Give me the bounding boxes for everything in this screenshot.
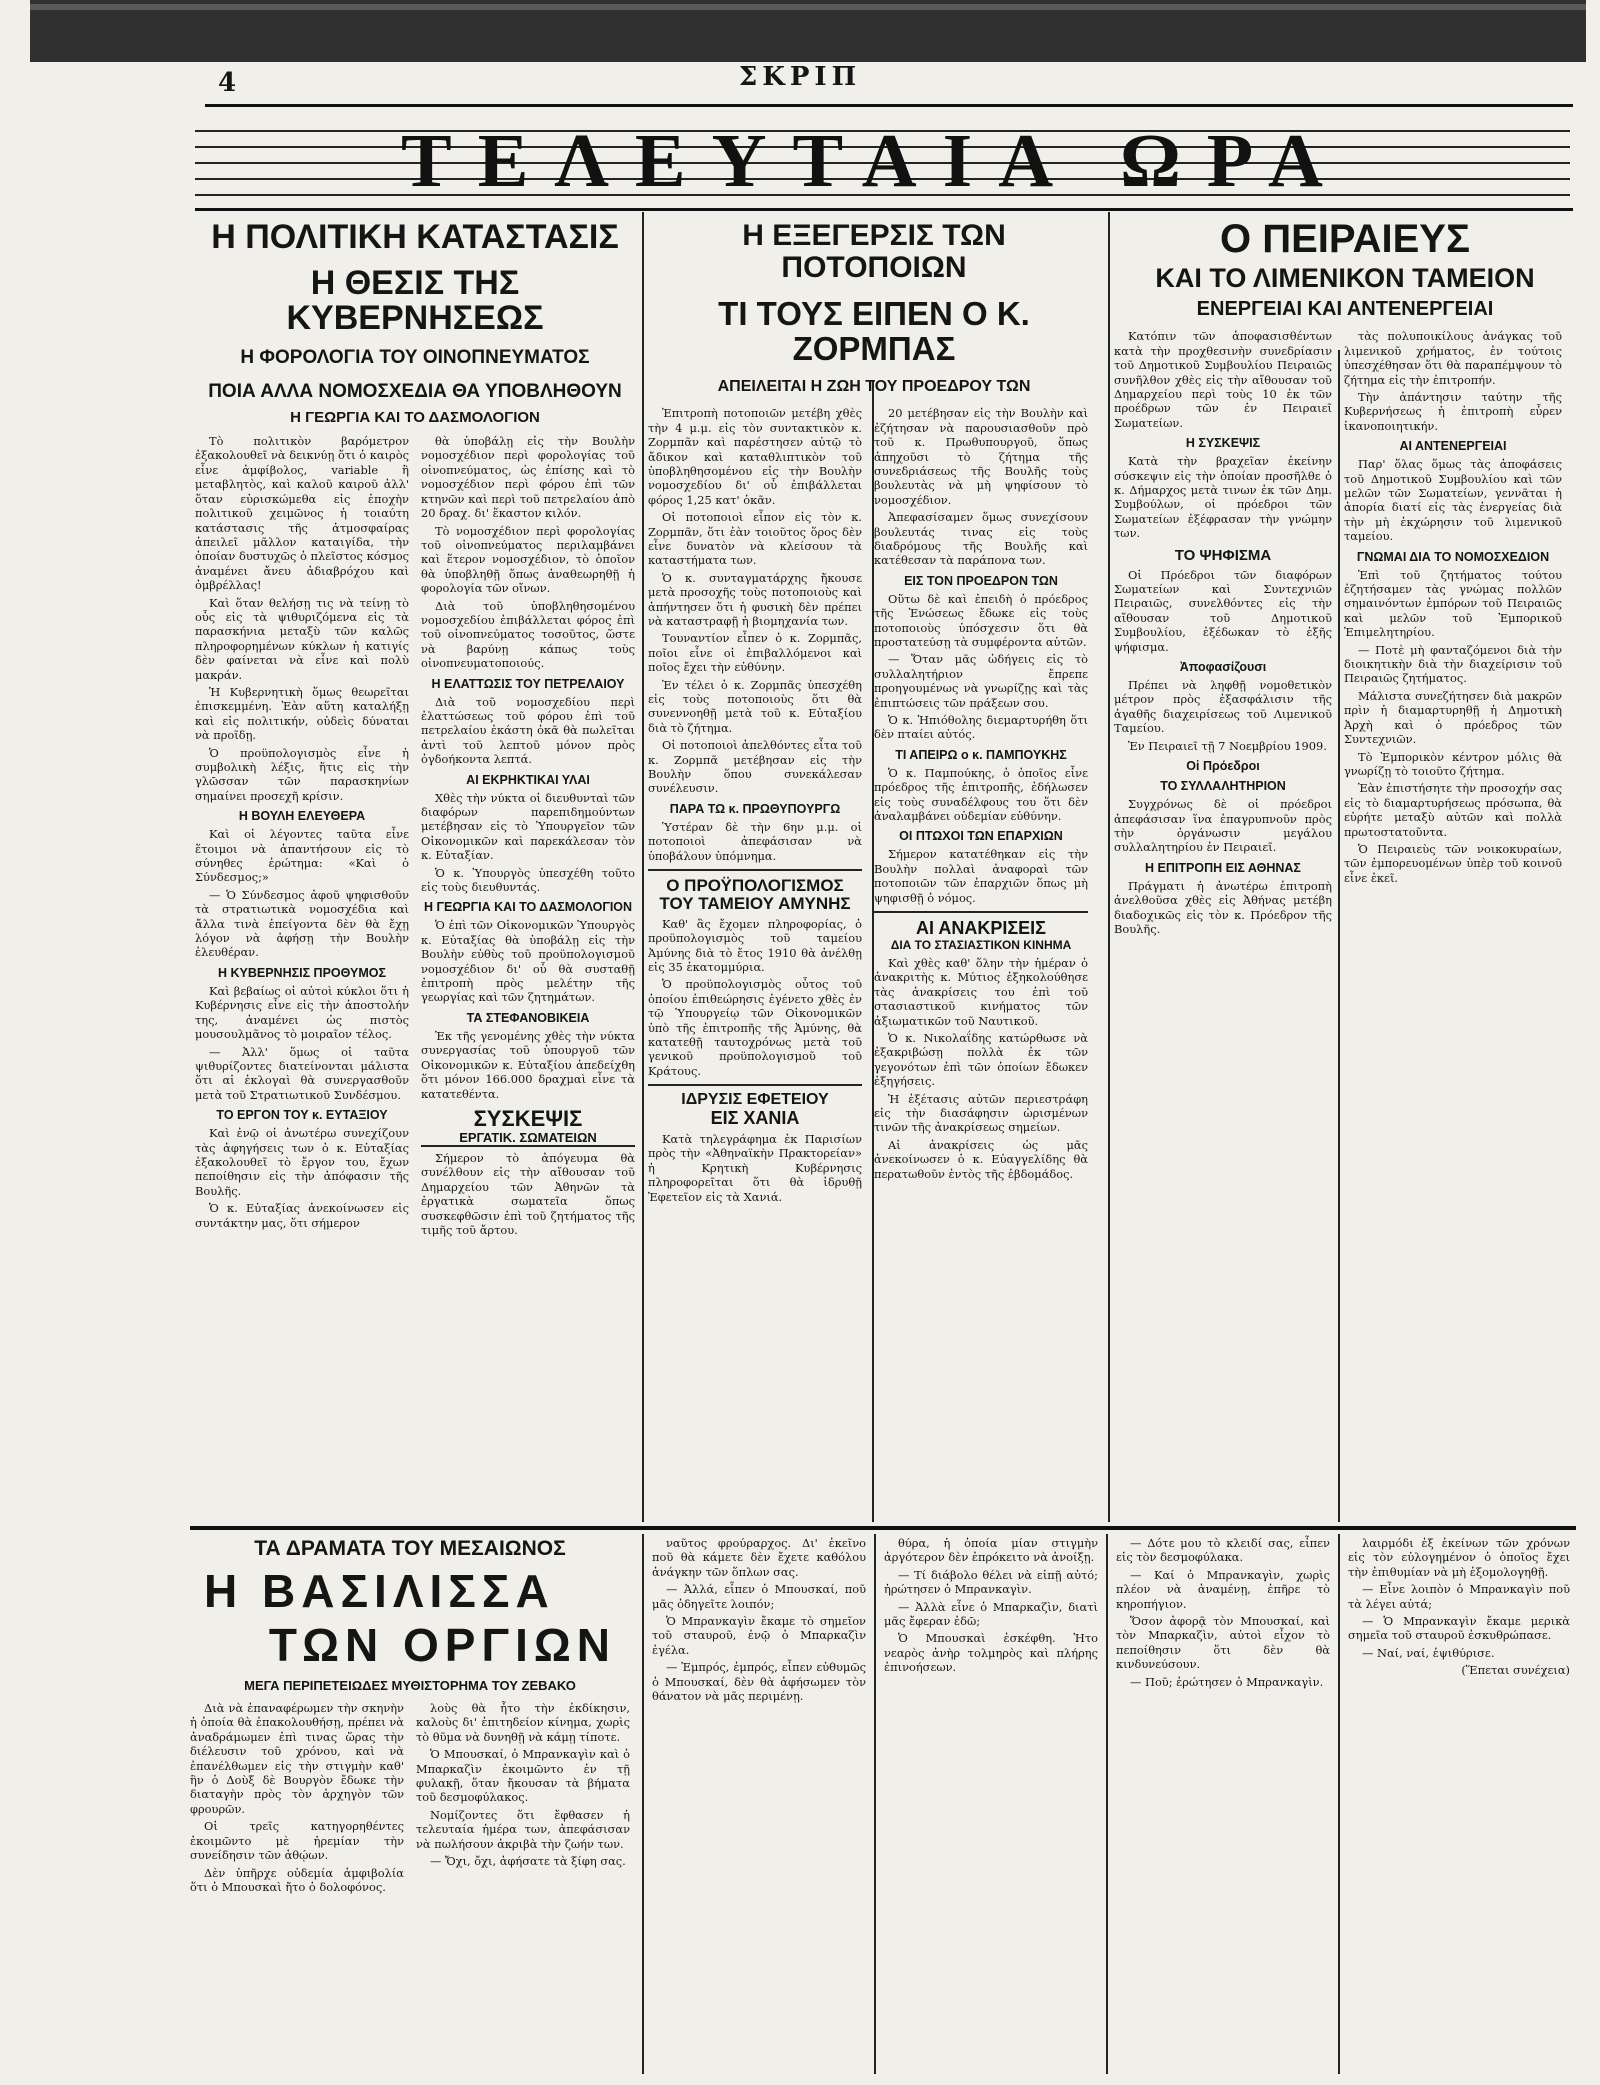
paragraph: Καὶ βεβαίως οἱ αὐτοὶ κύκλοι ὅτι ἡ Κυβέρνησις εἶνε εἰς τὴν ἀποστολήν της, ἀναμένει ὡς πιστὸς μουσουλμᾶνος τὸ μοιραῖον τέλος. bbox=[195, 983, 409, 1042]
paragraph: — Ἀλλὰ εἶνε ὁ Μπαρκαζὶν, διατὶ μᾶς ἔφεραν ἐδῶ; bbox=[884, 1599, 1098, 1629]
story-kicker: Η ΕΞΕΓΕΡΣΙΣ ΤΩΝ ΠΟΤΟΠΟΙΩΝ bbox=[742, 219, 1006, 284]
box-headline: Ο ΠΡΟΫΠΟΛΟΓΙΣΜΟΣ bbox=[666, 876, 844, 896]
paragraph: — Τί διάβολο θέλει νὰ εἰπῇ αὐτό; ἠρώτησεν ὁ Μπρανκαγὶν. bbox=[884, 1567, 1098, 1597]
paragraph: Καθ' ἃς ἔχομεν πληροφορίας, ὁ προϋπολογισμὸς τοῦ ταμείου Ἀμύνης διὰ τὸ ἔτος 1910 θὰ ἀνέλθῃ εἰς 35 ἑκατομμύρια. bbox=[648, 916, 862, 974]
box-subheadline: ΔΙΑ ΤΟ ΣΤΑΣΙΑΣΤΙΚΟΝ ΚΙΝΗΜΑ bbox=[890, 937, 1072, 952]
paragraph: Πράγματι ἡ ἀνωτέρω ἐπιτροπὴ ἀνελθοῦσα χθὲς εἰς Ἀθήνας μετέβη διαδοχικῶς εἰς τὸν κ. Πρόεδρον τῆς Βουλῆς. bbox=[1114, 878, 1332, 936]
paragraph: θὰ ὑποβάλῃ εἰς τὴν Βουλὴν νομοσχέδιον περὶ φορολογίας τοῦ οἰνοπνεύματος, ὡς ἐπίσης καὶ τὸ νομοσχέδιον περὶ φόρου ἐπὶ τῶν κτηνῶν καὶ περὶ τοῦ πετρελαίου ἀπὸ 20 δραχ. δι' ἕκαστον κιλόν. bbox=[421, 434, 635, 521]
divider bbox=[874, 911, 1088, 913]
subheading: Η ΒΟΥΛΗ ΕΛΕΥΘΕΡΑ bbox=[238, 809, 366, 824]
subheading: ΠΑΡΑ ΤΩ κ. ΠΡΩΘΥΠΟΥΡΓΩ bbox=[669, 801, 841, 816]
paragraph: Οἱ ποτοποιοὶ εἶπον εἰς τὸν κ. Ζορμπᾶν, ὅτι ἐὰν τοιοῦτος ὅρος δὲν εἶνε δυνατὸν νὰ κλείσουν τὰ καταστήματα των. bbox=[648, 510, 862, 568]
paragraph: τὰς πολυποικίλους ἀνάγκας τοῦ λιμενικοῦ χρήματος, ἐν τούτοις ὑπεσχέθησαν ὅτι θὰ παραπέμψουν τὸ ζήτημα εἰς τὴν ἐπιτροπήν. bbox=[1344, 329, 1562, 387]
paragraph: Διὰ νὰ ἐπαναφέρωμεν τὴν σκηνὴν ἡ ὁποία θὰ ἐπακολουθήσῃ, πρέπει νὰ ἀναδράμωμεν ἐπὶ τινας ὥρας τὴν διέλευσιν τοῦ χρόνου, καὶ νὰ ἐπανέλθωμεν εἰς τὴν στιγμὴν καθ' ἣν ὁ Δοὺξ δὲ Βουργὸν ἔδωκε τὴν διαταγὴν πρὸς τὸν ἀρχηγὸν τῶν φρουρῶν. bbox=[190, 1701, 404, 1816]
subheading: ΤΟ ΣΥΛΛΑΛΗΤΗΡΙΟΝ bbox=[1160, 779, 1286, 794]
paragraph: 20 μετέβησαν εἰς τὴν Βουλὴν καὶ ἐζήτησαν νὰ παρουσιασθοῦν πρὸ τοῦ κ. Πρωθυπουργοῦ, ὅπως ἀπηχοῦσι τὸ ζήτημα τῆς συνεδριάσεως τῆς Βουλῆς τοὺς βουλευτὰς νὰ μὴ ψηφίσουν τὸ νομοσχέδιον. bbox=[874, 406, 1088, 507]
paragraph: Ὑστέραν δὲ τὴν 6ην μ.μ. οἱ ποτοποιοὶ ἀπεφάσισαν νὰ ὑποβάλουν ὑπόμνημα. bbox=[648, 819, 862, 863]
divider bbox=[648, 869, 862, 871]
box-headline: ΙΔΡΥΣΙΣ ΕΦΕΤΕΙΟΥ bbox=[681, 1091, 829, 1109]
paragraph: Παρ' ὅλας ὅμως τὰς ἀποφάσεις τοῦ Δημοτικοῦ Συμβουλίου καὶ τῶν μελῶν τῶν Σωματείων, γεννᾶται ἡ ἀπορία διατί εἰς τὰς ἐνεργείας διὰ τὴν μὴ ἐκχώρησιν τοῦ λιμενικοῦ ταμείου. bbox=[1344, 457, 1562, 544]
paragraph: Αἱ ἀνακρίσεις ὡς μᾶς ἀνεκοίνωσεν ὁ κ. Εὐαγγελίδης θὰ περατωθοῦν ἐντὸς τῆς ἑβδομάδος. bbox=[874, 1137, 1088, 1181]
subheading: ΤΙ ΑΠΕΙΡΩ ο κ. ΠΑΜΠΟΥΚΗΣ bbox=[895, 747, 1067, 762]
paragraph: Οὕτω δὲ καὶ ἐπειδὴ ὁ πρόεδρος τῆς Ἑνώσεως ἔδωκε εἰς τοὺς ποτοποιοὺς ὑπόσχεσιν ὅτι θὰ προστατεύσῃ τὰ συμφέροντα αὐτῶν. bbox=[874, 591, 1088, 649]
paragraph: Ὁ κ. Ἡπιόθολης διεμαρτυρήθη ὅτι δὲν πταίει αὐτός. bbox=[874, 713, 1088, 742]
paragraph: Ὁ κ. συνταγματάρχης ἤκουσε μετὰ προσοχῆς τοὺς ποτοποιοὺς καὶ ἀπήντησεν ὅτι ἡ φυσικὴ δὲν πρέπει νὰ καταστραφῇ ἡ βιομηχανία των. bbox=[648, 570, 862, 628]
paragraph: Σήμερον τὸ ἀπόγευμα θὰ συνέλθουν εἰς τὴν αἴθουσαν τοῦ Δημαρχείου τῶν Ἀθηνῶν τὰ ἐργατικὰ σωματεῖα ὅπως συσκεφθῶσιν ἐπὶ τοῦ ζητήματος τῆς τιμῆς τοῦ ἄρτου. bbox=[421, 1151, 635, 1238]
paragraph: Νομίζοντες ὅτι ἔφθασεν ἡ τελευταία ἡμέρα των, ἀπεφάσισαν νὰ πωλήσουν ἀκριβὰ τὴν ζωήν των. bbox=[416, 1807, 630, 1851]
serial-kicker: ΤΑ ΔΡΑΜΑΤΑ ΤΟΥ ΜΕΣΑΙΩΝΟΣ bbox=[254, 1537, 566, 1560]
box-subheadline: ΕΡΓΑΤΙΚ. ΣΩΜΑΤΕΙΩΝ bbox=[421, 1130, 635, 1147]
subheading: Η ΕΠΙΤΡΟΠΗ ΕΙΣ ΑΘΗΝΑΣ bbox=[1145, 860, 1301, 875]
paragraph: Κατόπιν τῶν ἀποφασισθέντων κατὰ τὴν προχθεσινὴν συνεδρίασιν τοῦ Δημοτικοῦ Συμβουλίου Πειραιῶς συνῆλθον χθὲς εἰς τὴν αἴθουσαν τοῦ Δημαρχείου περὶ τοὺς 10 ἐκ τῶν προέδρων τῶν ἐν Πειραιεῖ Σωματείων. bbox=[1114, 329, 1332, 430]
paragraph: Ὁ κ. Εὐταξίας ἀνεκοίνωσεν εἰς συντάκτην μας, ὅτι σήμερον bbox=[195, 1201, 409, 1230]
story-deck: Η ΦΟΡΟΛΟΓΙΑ ΤΟΥ ΟΙΝΟΠΝΕΥΜΑΤΟΣ bbox=[240, 347, 590, 369]
paragraph: Ὁ Μπρανκαγὶν ἔκαμε τὸ σημεῖον τοῦ σταυροῦ, ἐνῷ ὁ Μπαρκαζὶν ἐγέλα. bbox=[652, 1614, 866, 1657]
subheading: ΤΟ ΕΡΓΟΝ ΤΟΥ κ. ΕΥΤΑΞΙΟΥ bbox=[216, 1108, 388, 1123]
paragraph: θύρα, ἡ ὁποία μίαν στιγμὴν ἀργότερον δὲν ἐπρόκειτο νὰ ἀνοίξῃ. bbox=[884, 1536, 1098, 1565]
subheading: ΟΙ ΠΤΩΧΟΙ ΤΩΝ ΕΠΑΡΧΙΩΝ bbox=[899, 829, 1063, 844]
paragraph: Ὁ ἐπὶ τῶν Οἰκονομικῶν Ὑπουργὸς κ. Εὐταξίας θὰ ὑποβάλῃ εἰς τὴν Βουλὴν εὐθὺς τοῦ προϋπολογισμοῦ νομοσχέδιον δι' οὗ θὰ συσταθῇ ἐπιτροπὴ πρὸς μελέτην τῆς γεωργίας καὶ τῶν ζητημάτων. bbox=[421, 918, 635, 1005]
paragraph: — Ὁ Σύνδεσμος ἀφοῦ ψηφισθοῦν τὰ στρατιωτικὰ νομοσχέδια καὶ ἄλλα τινὰ ἐπείγοντα δὲν θὰ ἔχῃ λόγον νὰ ἀφήσῃ τὴν Βουλὴν ἐλευθέραν. bbox=[195, 887, 409, 960]
story-deck: ΕΝΕΡΓΕΙΑΙ ΚΑΙ ΑΝΤΕΝΕΡΓΕΙΑΙ bbox=[1196, 298, 1494, 321]
paragraph: Τὸ νομοσχέδιον περὶ φορολογίας τοῦ οἰνοπνεύματος περιλαμβάνει καὶ ἕτερον νομοσχέδιον, τὸ ὁποῖον θὰ ὑποβληθῇ ὅπως ἀναθεωρηθῇ ἡ φορολογία τῶν οἴνων. bbox=[421, 523, 635, 596]
story-headline: Ο ΠΕΙΡΑΙΕΥΣ bbox=[1220, 217, 1470, 261]
paragraph: λαιρμόδι ἐξ ἐκείνων τῶν χρόνων εἰς τὸν εὐλογημένον ὁ ὁποῖος ἔχει τὴν ἐπιθυμίαν νὰ μὴ ἐξομολογηθῇ. bbox=[1348, 1536, 1570, 1579]
serial-title: ΤΩΝ ΟΡΓΙΩΝ bbox=[268, 1619, 616, 1672]
banner-rule bbox=[195, 208, 1573, 211]
story-deck: ΑΠΕΙΛΕΙΤΑΙ Η ΖΩΗ ΤΟΥ ΠΡΟΕΔΡΟΥ ΤΩΝ bbox=[717, 378, 1031, 396]
paragraph: — Ποτὲ μὴ φανταζόμενοι διὰ τὴν διοικητικὴν διὰ τὴν διαχείρισιν τοῦ Πειραιῶς ζητήματος. bbox=[1344, 642, 1562, 686]
paragraph: Ἐπὶ τοῦ ζητήματος τούτου ἐζητήσαμεν τὰς γνώμας πολλῶν σημαινόντων ἐμπόρων τοῦ Πειραιῶς καὶ μελῶν τοῦ Ἐμπορικοῦ Ἐπιμελητηρίου. bbox=[1344, 567, 1562, 640]
paragraph: Δὲν ὑπῆρχε οὐδεμία ἀμφιβολία ὅτι ὁ Μπουσκαὶ ἤτο ὁ δολοφόνος. bbox=[190, 1865, 404, 1894]
column-rule bbox=[642, 212, 644, 1522]
paragraph: Ὁ Μπουσκαί, ὁ Μπρανκαγὶν καὶ ὁ Μπαρκαζὶν ἐκοιμῶντο ἐν τῇ φυλακῇ, ὅταν ἤκουσαν τὰ βήματα τοῦ δεσμοφύλακος. bbox=[416, 1747, 630, 1805]
paragraph: Καὶ ὅταν θελήσῃ τις νὰ τείνῃ τὸ οὖς εἰς τὰ ψιθυριζόμενα εἰς τὰ παρασκήνια μεταξὺ τῶν καλῶς πληροφορημένων κύκλων ἡ κατιγίς δὲν φαίνεται νὰ εἶνε καὶ πολὺ μακράν. bbox=[195, 595, 409, 682]
paragraph: — Καί ὁ Μπρανκαγὶν, χωρὶς πλέον νὰ ἀναμένῃ, ἐπῆρε τὸ κηροπήγιον. bbox=[1116, 1567, 1330, 1611]
masthead-title: ΣΚΡΙΠ bbox=[738, 62, 862, 92]
scanned-top-edge bbox=[30, 0, 1586, 62]
paragraph: — Εἶνε λοιπὸν ὁ Μπρανκαγὶν ποῦ τὰ λέγει αὐτά; bbox=[1348, 1582, 1570, 1611]
paragraph: — Δότε μου τὸ κλειδί σας, εἶπεν εἰς τὸν δεσμοφύλακα. bbox=[1116, 1536, 1330, 1565]
paragraph: Ὁ κ. Ὑπουργὸς ὑπεσχέθη τοῦτο εἰς τοὺς διευθυντάς. bbox=[421, 865, 635, 895]
paragraph: Μάλιστα συνεζήτησεν διὰ μακρῶν πρὶν ἡ διαμαρτυρηθῇ ἡ Δημοτικὴ Ἀρχὴ καὶ ὁ πρόεδρος τῶν Συντεχνιῶν. bbox=[1344, 688, 1562, 747]
paragraph: Ὁ Πειραιεὺς τῶν νοικοκυραίων, τῶν ἐμπορευομένων ὑπὲρ τοῦ κοινοῦ εἶνε ἐκεῖ. bbox=[1344, 841, 1562, 885]
column-rule bbox=[1108, 212, 1110, 1522]
box-headline: ΤΟΥ ΤΑΜΕΙΟΥ ΑΜΥΝΗΣ bbox=[659, 893, 851, 913]
box-headline: ΑΙ ΑΝΑΚΡΙΣΕΙΣ bbox=[916, 918, 1046, 939]
paragraph: Ὅσον ἀφορᾷ τὸν Μπουσκαί, καὶ τὸν Μπαρκαζὶν, αὐτοὶ εἶχον τὸ πεποίθησιν ὅτι δὲν θὰ κινδυνεύσουν. bbox=[1116, 1614, 1330, 1672]
paragraph: — Ἀλλ' ὅμως οἱ ταῦτα ψιθυρίζοντες διατείνονται μάλιστα ὅτι αἱ ἐκλογαὶ θὰ συνεργασθοῦν μετὰ τοῦ Στρατιωτικοῦ Συνδέσμου. bbox=[195, 1044, 409, 1102]
story-headline: Η ΘΕΣΙΣ ΤΗΣ ΚΥΒΕΡΝΗΣΕΩΣ bbox=[286, 263, 544, 338]
column-rule bbox=[874, 1534, 876, 2074]
paragraph: Διὰ τοῦ νομοσχεδίου περὶ ἐλαττώσεως τοῦ φόρου ἐπὶ τοῦ πετρελαίου ἐκάστη ὀκᾶ θὰ πωλεῖται ἀντὶ τοῦ λεπτοῦ μόνον πρὸς ὀγδοήκοντα λεπτά. bbox=[421, 694, 635, 767]
paragraph: Ὁ προϋπολογισμὸς οὗτος τοῦ ὁποίου ἐπιθεώρησις ἐγένετο χθὲς ἐν τῷ Ὑπουργείῳ τῶν Οἰκονομικῶν ὑπὸ τῆς ἐπιτροπῆς τῆς Ἀμύνης, θὰ κατατεθῇ ταυτοχρόνως μετὰ τοῦ γενικοῦ προϋπολογισμοῦ τοῦ Κράτους. bbox=[648, 977, 862, 1078]
distillers-story bbox=[648, 214, 1100, 1522]
masthead-rule bbox=[205, 104, 1573, 107]
paragraph: Ὁ κ. Νικολαΐδης κατώρθωσε νὰ ἐξακριβώσῃ πολλὰ ἐκ τῶν γεγονότων ἐπὶ τῶν ὁποίων ἔδωκεν ἐξηγήσεις. bbox=[874, 1030, 1088, 1089]
subheading: ΕΙΣ ΤΟΝ ΠΡΟΕΔΡΟΝ ΤΩΝ bbox=[904, 573, 1058, 588]
paragraph: Κατὰ τὴν βραχεῖαν ἐκείνην σύσκεψιν εἰς τὴν ὁποίαν προσῆλθε ὁ κ. Δήμαρχος μετὰ τινων ἐκ τῶν Δημ. Συμβούλων, οἱ πρόεδροι τῶν Σωματείων ἐξέφρασαν τὴν γνώμην των. bbox=[1114, 454, 1332, 541]
paragraph: Ἐὰν ἐπιστήσητε τὴν προσοχήν σας εἰς τὸ διαμαρτυρήσεως πρόσωπα, θὰ εὑρήτε μεταξὺ αὐτῶν καὶ πολλὰ πρωτοστατοῦντα. bbox=[1344, 781, 1562, 839]
paragraph: Τὸ Ἐμπορικὸν κέντρον μόλις θὰ γνωρίζῃ τὸ τοιοῦτο ζήτημα. bbox=[1344, 749, 1562, 778]
box-headline: ΕΙΣ ΧΑΝΙΑ bbox=[710, 1108, 800, 1129]
paragraph: Ἐπιτροπὴ ποτοποιῶν μετέβη χθὲς τὴν 4 μ.μ. εἰς τὸν συντακτικὸν κ. Ζορμπᾶν καὶ παρέστησεν αὐτῷ τὸ ἄδικον καὶ καταθλιπτικὸν τοῦ ὑποβληθησομένου εἰς τὴν Βουλὴν νομοσχεδίου δι' οὗ ἐπιβάλλεται φόρος 1,25 κατ' ὀκᾶν. bbox=[648, 406, 862, 507]
piraeus-story bbox=[1114, 214, 1576, 1522]
section-banner: ΤΕΛΕΥΤΑΙΑ ΩΡΑ bbox=[401, 119, 1349, 203]
paragraph: Τὴν ἀπάντησιν ταύτην τῆς Κυβερνήσεως ἡ ἐπιτροπὴ εὗρεν ἱκανοποιητικήν. bbox=[1344, 389, 1562, 433]
serial-deck: ΜΕΓΑ ΠΕΡΙΠΕΤΕΙΩΔΕΣ ΜΥΘΙΣΤΟΡΗΜΑ ΤΟΥ ΖΕΒΑΚΟ bbox=[244, 1678, 576, 1694]
paragraph: Ὁ προϋπολογισμὸς εἶνε ἡ συμβολικὴ λέξις, ἥτις εἰς τὴν γλῶσσαν τῶν παρασκηνίων σημαίνει προσεχῆ κρίσιν. bbox=[195, 745, 409, 803]
subheading: Η ΕΛΑΤΤΩΣΙΣ ΤΟΥ ΠΕΤΡΕΛΑΙΟΥ bbox=[431, 676, 625, 691]
page-number: 4 bbox=[218, 68, 237, 98]
story-deck: Η ΓΕΩΡΓΙΑ ΚΑΙ ΤΟ ΔΑΣΜΟΛΟΓΙΟΝ bbox=[290, 409, 540, 427]
continued-note: (Ἕπεται συνέχεια) bbox=[1461, 1663, 1570, 1678]
paragraph: λοὺς θὰ ἦτο τὴν ἐκδίκησιν, καλοὺς δι' ἐπιτηδείον κίνημα, χωρὶς τὸ θῦμα νὰ δυνηθῇ νὰ κάμῃ τίποτε. bbox=[416, 1701, 630, 1744]
paragraph: Καὶ χθὲς καθ' ὅλην τὴν ἡμέραν ὁ ἀνακριτὴς κ. Μύτιος ἐξηκολούθησε τὰς ἀνακρίσεις του ἐπὶ τοῦ στασιαστικοῦ κινήματος τῶν ἀξιωματικῶν τοῦ Ναυτικοῦ. bbox=[874, 955, 1088, 1028]
box-headline: ΣΥΣΚΕΨΙΣ bbox=[473, 1105, 583, 1131]
paragraph: Τὸ πολιτικὸν βαρόμετρον ἐξακολουθεῖ νὰ δεικνύῃ ὅτι ὁ καιρὸς εἶνε ἀμφίβολος, variable ἢ μεταβλητὸς, καὶ καλοῦ καιροῦ ἀλλ' ὅταν εὑρισκώμεθα εἰς ἐποχὴν πολιτικοῦ χειμῶνος ἡ τοιαύτη κατάστασις τῆς ἀτμοσφαίρας ἀπειλεῖ μᾶλλον καταιγίδα, τὴν ὁποίαν δυστυχῶς ὁ πλεῖστος κόσμος ἀναμένει ἄνευ ἀδιαβρόχου καὶ ὀμβρέλλας! bbox=[195, 434, 409, 593]
column-rule bbox=[1106, 1534, 1108, 2074]
paragraph: — Ἐμπρός, ἐμπρός, εἶπεν εὐθυμῶς ὁ Μπουσκαί, δὲν θὰ ἀφήσωμεν τὸν θάνατον νὰ μᾶς περιμένῃ. bbox=[652, 1660, 866, 1704]
subheading: ΑΙ ΕΚΡΗΚΤΙΚΑΙ ΥΛΑΙ bbox=[466, 772, 590, 787]
paragraph: Χθὲς τὴν νύκτα οἱ διευθυνταὶ τῶν διαφόρων παρεπιδημούντων μετέβησαν εἰς τὸ Ὑπουργεῖον τῶν Οἰκονομικῶν καὶ παρεκάλεσαν τὸν κ. Εὐταξίαν. bbox=[421, 790, 635, 863]
paragraph: Οἱ ποτοποιοὶ ἀπελθόντες εἶτα τοῦ κ. Ζορμπᾶ μετέβησαν εἰς τὴν Βουλὴν ὅπου συνεκάλεσαν συνέλευσιν. bbox=[648, 738, 862, 796]
column-rule bbox=[1338, 1534, 1340, 2074]
paragraph: Διὰ τοῦ ὑποβληθησομένου νομοσχεδίου ἐπιβάλλεται φόρος ἐπὶ τοῦ οἰνοπνεύματος τοσοῦτος, ὥστε νὰ βαρύνῃ κάπως τοὺς οἰνοπνευματοποιούς. bbox=[421, 598, 635, 671]
paragraph: Ἐν Πειραιεῖ τῇ 7 Νοεμβρίου 1909. bbox=[1128, 738, 1327, 753]
paragraph: Ἀπεφασίσαμεν ὅμως συνεχίσουν βουλευτάς τινας εἰς τοὺς διαδρόμους τῆς Βουλῆς καὶ κατέθεσαν τὰ παράπονα των. bbox=[874, 510, 1088, 568]
paragraph: Ἐν τέλει ὁ κ. Ζορμπᾶς ὑπεσχέθη εἰς τοὺς ποτοποιοὺς ὅτι θὰ συνεννοηθῇ μετὰ τοῦ κ. Εὐταξίου διὰ τὸ ζήτημα. bbox=[648, 677, 862, 735]
politics-story bbox=[195, 214, 635, 1522]
paragraph: Οἱ Πρόεδροι τῶν διαφόρων Σωματείων καὶ Συντεχνιῶν Πειραιῶς, συνελθόντες εἰς τὴν αἴθουσαν τοῦ Δημοτικοῦ Συμβουλίου, ἐξέδωκαν τὸ ἑξῆς ψήφισμα. bbox=[1114, 567, 1332, 654]
subheading: Η ΚΥΒΕΡΝΗΣΙΣ ΠΡΟΘΥΜΟΣ bbox=[217, 965, 386, 980]
divider bbox=[648, 1084, 862, 1086]
paragraph: Ἡ Κυβερνητικὴ ὅμως θεωρεῖται ἐπισκεμμένη. Ἐὰν αὕτη καταλήξῃ καὶ εἰς πολιτικήν, οὐδεὶς δύναται νὰ προῖδῃ. bbox=[195, 684, 409, 743]
paragraph: Οἱ τρεῖς κατηγορηθέντες ἐκοιμῶντο μὲ ἠρεμίαν τὴν συνείδησιν τῶν ἀθῴων. bbox=[190, 1819, 404, 1863]
paragraph: Ἡ ἐξέτασις αὐτῶν περιεστράφη εἰς τὴν διασάφησιν ὡρισμένων τινῶν τῆς ἀνακρίσεως σημείων. bbox=[874, 1091, 1088, 1135]
serial-novel bbox=[190, 1534, 1576, 2074]
paragraph: Καὶ οἱ λέγοντες ταῦτα εἶνε ἕτοιμοι νὰ ἀπαντήσουν εἰς τὸ σύνηθες ἐρώτημα: «Καὶ ὁ Σύνδεσμος;» bbox=[195, 827, 409, 885]
serial-title: Η ΒΑΣΙΛΙΣΣΑ bbox=[204, 1565, 555, 1618]
subheading: Ἀποφασίζουσι bbox=[1179, 660, 1267, 675]
paragraph: ναῦτος φρούραρχος. Δι' ἐκεῖνο ποῦ θὰ κάμετε δὲν ἔχετε καθόλου ἀνάγκην τῶν ὅπλων σας. bbox=[652, 1536, 866, 1579]
paragraph: Κατὰ τηλεγράφημα ἐκ Παρισίων πρὸς τὴν «Ἀθηναϊκὴν Πρακτορείαν» ἡ Κρητικὴ Κυβέρνησις πληροφορεῖται ὅτι θὰ ἱδρυθῇ Ἐφετεῖον εἰς τὰ Χανιά. bbox=[648, 1131, 862, 1204]
subheading: Η ΣΥΣΚΕΨΙΣ bbox=[1185, 436, 1261, 451]
paragraph: Ὁ κ. Παμπούκης, ὁ ὁποῖος εἶνε πρόεδρος τῆς ἐπιτροπῆς, ἐδήλωσεν εἰς τοὺς συναδέλφους του ὅτι δὲν ἀναλαμβάνει οὐδεμίαν εὐθύνην. bbox=[874, 765, 1088, 824]
paragraph: Καὶ ἐνῷ οἱ ἀνωτέρω συνεχίζουν τὰς ἀφηγήσεις των ὁ κ. Εὐταξίας ἐξακολουθεῖ τὸ ἔργον του, ἔχων πεποίθησιν εἰς τὴν ἀπόφασιν τῆς Βουλῆς. bbox=[195, 1126, 409, 1198]
paragraph: Τουναντίον εἶπεν ὁ κ. Ζορμπᾶς, ποῖοι εἶνε οἱ ἐπιβαλλόμενοι καὶ ποῖος ἔχει τὴν εὐθύνην. bbox=[648, 631, 862, 675]
subheading: ΑΙ ΑΝΤΕΝΕΡΓΕΙΑΙ bbox=[1399, 439, 1507, 454]
paragraph: — Ἀλλά, εἶπεν ὁ Μπουσκαί, ποῦ μᾶς ὁδηγεῖτε λοιπόν; bbox=[652, 1582, 866, 1611]
paragraph: Ἐκ τῆς γενομένης χθὲς τὴν νύκτα συνεργασίας τοῦ ὑπουργοῦ τῶν Οἰκονομικῶν κ. Εὐταξίου ἀπεδείχθη ὅτι μόνον 166.000 δραχμαὶ εἶνε τὰ κατατεθέντα. bbox=[421, 1028, 635, 1101]
subheading: Η ΓΕΩΡΓΙΑ ΚΑΙ ΤΟ ΔΑΣΜΟΛΟΓΙΟΝ bbox=[423, 900, 633, 915]
column-rule bbox=[642, 1534, 644, 2074]
paragraph: Πρέπει νὰ ληφθῇ νομοθετικὸν μέτρον πρὸς ἐξασφάλισιν τῆς ἀγαθῆς διαχειρίσεως τοῦ Λιμενικοῦ Ταμείου. bbox=[1114, 678, 1332, 736]
subheading: ΤΟ ΨΗΦΙΣΜΑ bbox=[1174, 546, 1272, 564]
paragraph: — Ὁ Μπρανκαγὶν ἔκαμε μερικὰ σημεῖα τοῦ σταυροῦ ἐσκυθρώπασε. bbox=[1348, 1614, 1570, 1643]
story-deck: ΠΟΙΑ ΑΛΛΑ ΝΟΜΟΣΧΕΔΙΑ ΘΑ ΥΠΟΒΛΗΘΟΥΝ bbox=[208, 381, 622, 403]
subheading: ΓΝΩΜΑΙ ΔΙΑ ΤΟ ΝΟΜΟΣΧΕΔΙΟΝ bbox=[1356, 549, 1550, 564]
paragraph: Σήμερον κατατέθηκαν εἰς τὴν Βουλὴν πολλαὶ ἀναφοραὶ τῶν ποτοποιῶν τῶν ἐπαρχιῶν ὅπως μὴ ψηφισθῇ ὁ νόμος. bbox=[874, 847, 1088, 905]
serial-rule bbox=[190, 1526, 1576, 1530]
story-headline: ΤΙ ΤΟΥΣ ΕΙΠΕΝ Ο Κ. ΖΟΡΜΠΑΣ bbox=[718, 295, 1030, 367]
subheading: ΤΑ ΣΤΕΦΑΝΟΒΙΚΕΙΑ bbox=[466, 1010, 590, 1025]
paragraph: — Ὅταν μᾶς ὡδήγεις εἰς τὸ συλλαλητήριον ἔπρεπε προηγουμένως νὰ γνωρίζῃς καὶ τὰς ἐπιπτώσεις τῶν πράξεων σου. bbox=[874, 652, 1088, 710]
paragraph: — Ὄχι, ὄχι, ἀφήσατε τὰ ξίφη σας. bbox=[430, 1854, 626, 1869]
paragraph: Ὁ Μπουσκαὶ ἐσκέφθη. Ἡτο νεαρὸς ἀνὴρ τολμηρὸς καὶ πλήρης ἐπινοήσεων. bbox=[884, 1631, 1098, 1675]
story-kicker: Η ΠΟΛΙΤΙΚΗ ΚΑΤΑΣΤΑΣΙΣ bbox=[211, 218, 619, 256]
paragraph: Συγχρόνως δὲ οἱ πρόεδροι ἀπεφάσισαν ἵνα ἐπαγρυπνοῦν πρὸς τὴν ὀργάνωσιν μεγάλου συλλαλητηρίου ἐν Πειραιεῖ. bbox=[1114, 797, 1332, 855]
paragraph: — Ποῦ; ἐρώτησεν ὁ Μπρανκαγὶν. bbox=[1130, 1674, 1324, 1689]
subheading: Οἱ Πρόεδροι bbox=[1186, 759, 1260, 774]
story-deck: ΚΑΙ ΤΟ ΛΙΜΕΝΙΚΟΝ ΤΑΜΕΙΟΝ bbox=[1155, 263, 1535, 293]
paragraph: — Ναί, ναί, ἐψιθύρισε. bbox=[1362, 1645, 1495, 1660]
